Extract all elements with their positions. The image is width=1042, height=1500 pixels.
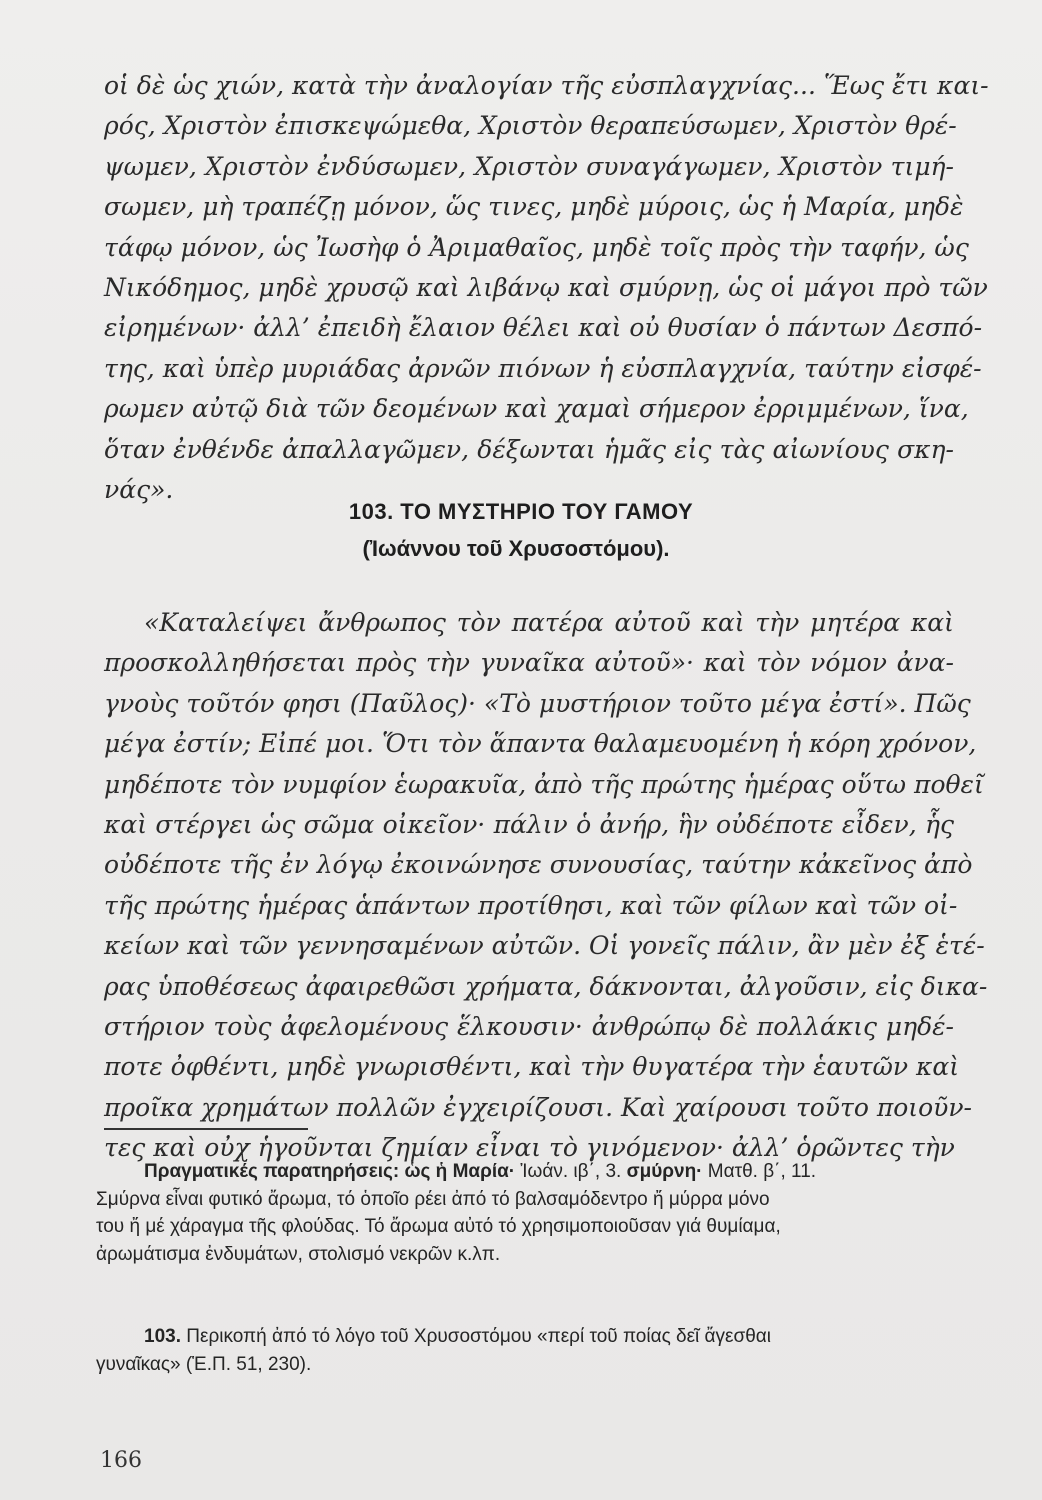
text-line: ρας ὑποθέσεως ἀφαιρεθῶσι χρήματα, δάκνονται, ἀλγοῦσιν, εἰς δικα- — [104, 971, 988, 1001]
text-line: τες καὶ οὐχ ἡγοῦνται ζημίαν εἶναι τὸ γινόμενον· ἀλλ’ ὁρῶντες τὴν — [104, 1133, 955, 1163]
text-line: Νικόδημος, μηδὲ χρυσῷ καὶ λιβάνῳ καὶ σμύρνῃ, ὡς οἱ μάγοι πρὸ τῶν — [104, 272, 988, 302]
footnote-text: Περικοπή ἀπό τό λόγο τοῦ Χρυσοστόμου «περί τοῦ ποίας δεῖ ἄγεσθαι — [180, 1326, 772, 1347]
footnote-reference: Ἰωάν. ιβ΄, 3. — [515, 1161, 627, 1182]
passage-continuation — [104, 66, 989, 510]
section-subtitle: (Ἰωάννου τοῦ Χρυσοστόμου). — [362, 536, 670, 561]
footnote-line: Σμύρνα εἶναι φυτικό ἄρωμα, τό ὁποῖο ρέει ἀπό τό βαλσαμόδεντρο ἤ μύρρα μόνο — [96, 1188, 770, 1210]
passage-mystery-of-marriage — [104, 603, 988, 1168]
text-line: ρωμεν αὐτῷ διὰ τῶν δεομένων καὶ χαμαὶ σήμερον ἐρριμμένων, ἵνα, — [104, 394, 969, 424]
text-line: τῆς πρώτης ἡμέρας ἁπάντων προτίθησι, καὶ τῶν φίλων καὶ τῶν οἰ- — [104, 890, 958, 920]
text-line: γνοὺς τοῦτόν φησι (Παῦλος)· «Τὸ μυστήριον τοῦτο μέγα ἐστί». Πῶς — [104, 688, 971, 718]
text-line: ψωμεν, Χριστὸν ἐνδύσωμεν, Χριστὸν συναγάγωμεν, Χριστὸν τιμή- — [104, 151, 954, 181]
footnote-line: ἀρωμάτισμα ἐνδυμάτων, στολισμό νεκρῶν κ.λπ. — [96, 1244, 501, 1266]
footnote-label: Πραγματικές παρατηρήσεις: ὡς ἡ Μαρία· — [144, 1161, 516, 1182]
text-line: ποτε ὀφθέντι, μηδὲ γνωρισθέντι, καὶ τὴν θυγατέρα τὴν ἑαυτῶν καὶ — [104, 1052, 960, 1082]
text-line: τάφῳ μόνον, ὡς Ἰωσὴφ ὁ Ἀριμαθαῖος, μηδὲ τοῖς πρὸς τὴν ταφήν, ὡς — [104, 232, 969, 262]
text-line: ρός, Χριστὸν ἐπισκεψώμεθα, Χριστὸν θεραπεύσωμεν, Χριστὸν θρέ- — [104, 111, 957, 141]
text-line: κείων καὶ τῶν γεννησαμένων αὐτῶν. Οἱ γονεῖς πάλιν, ἂν μὲν ἐξ ἑτέ- — [104, 931, 985, 961]
footnote-factual-remarks — [96, 1158, 956, 1269]
footnote-line: του ἤ μέ χάραγμα τῆς φλούδας. Τό ἄρωμα αὐτό τό χρησιμοποιοῦσαν γιά θυμίαμα, — [96, 1216, 781, 1238]
text-line: σωμεν, μὴ τραπέζῃ μόνον, ὥς τινες, μηδὲ μύροις, ὡς ἡ Μαρία, μηδὲ — [104, 192, 964, 222]
footnote-line — [144, 1158, 956, 1186]
text-line: στήριον τοὺς ἀφελομένους ἕλκουσιν· ἀνθρώπῳ δὲ πολλάκις μηδέ- — [104, 1011, 954, 1041]
page-number: 166 — [100, 1448, 142, 1473]
footnote-line: γυναῖκας» (Ἑ.Π. 51, 230). — [96, 1353, 312, 1375]
text-line: «Καταλείψει ἄνθρωπος τὸν πατέρα αὐτοῦ καὶ τὴν μητέρα καὶ — [144, 608, 954, 637]
text-line: οὐδέποτε τῆς ἐν λόγῳ ἐκοινώνησε συνουσίας, ταύτην κἀκεῖνος ἀπὸ — [104, 850, 973, 880]
text-line: εἰρημένων· ἀλλ’ ἐπειδὴ ἔλαιον θέλει καὶ οὐ θυσίαν ὁ πάντων Δεσπό- — [104, 313, 983, 343]
text-line: οἱ δὲ ὡς χιών, κατὰ τὴν ἀναλογίαν τῆς εὐσπλαγχνίας... Ἕως ἔτι και- — [104, 71, 989, 100]
text-line: προσκολληθήσεται πρὸς τὴν γυναῖκα αὐτοῦ»· καὶ τὸν νόμον ἀνα- — [104, 648, 954, 678]
text-line: νάς». — [104, 474, 174, 504]
footnote-reference: Ματθ. β΄, 11. — [702, 1161, 817, 1182]
footnote-line — [144, 1323, 956, 1351]
text-line: της, καὶ ὑπὲρ μυριάδας ἀρνῶν πιόνων ἡ εὐσπλαγχνία, ταύτην εἰσφέ- — [104, 353, 982, 383]
text-line: μηδέποτε τὸν νυμφίον ἑωρακυῖα, ἀπὸ τῆς πρώτης ἡμέρας οὕτω ποθεῖ — [104, 769, 984, 799]
text-line: προῖκα χρημάτων πολλῶν ἐγχειρίζουσι. Καὶ χαίρουσι τοῦτο ποιοῦν- — [104, 1092, 972, 1122]
text-line: ὅταν ἐνθένδε ἀπαλλαγῶμεν, δέξωνται ἡμᾶς εἰς τὰς αἰωνίους σκη- — [104, 434, 954, 464]
footnote-number: 103. — [144, 1326, 181, 1347]
footnote-source — [96, 1323, 956, 1378]
text-line: μέγα ἐστίν; Εἰπέ μοι. Ὅτι τὸν ἅπαντα θαλαμευομένη ἡ κόρη χρόνον, — [104, 729, 977, 759]
text-line: καὶ στέργει ὡς σῶμα οἰκεῖον· πάλιν ὁ ἀνήρ, ἣν οὐδέποτε εἶδεν, ἧς — [104, 809, 954, 839]
footnote-divider — [104, 1128, 308, 1130]
section-title: 103. ΤΟ ΜΥΣΤΗΡΙΟ ΤΟΥ ΓΑΜΟΥ — [348, 499, 694, 524]
footnote-term: σμύρνη· — [626, 1161, 703, 1182]
